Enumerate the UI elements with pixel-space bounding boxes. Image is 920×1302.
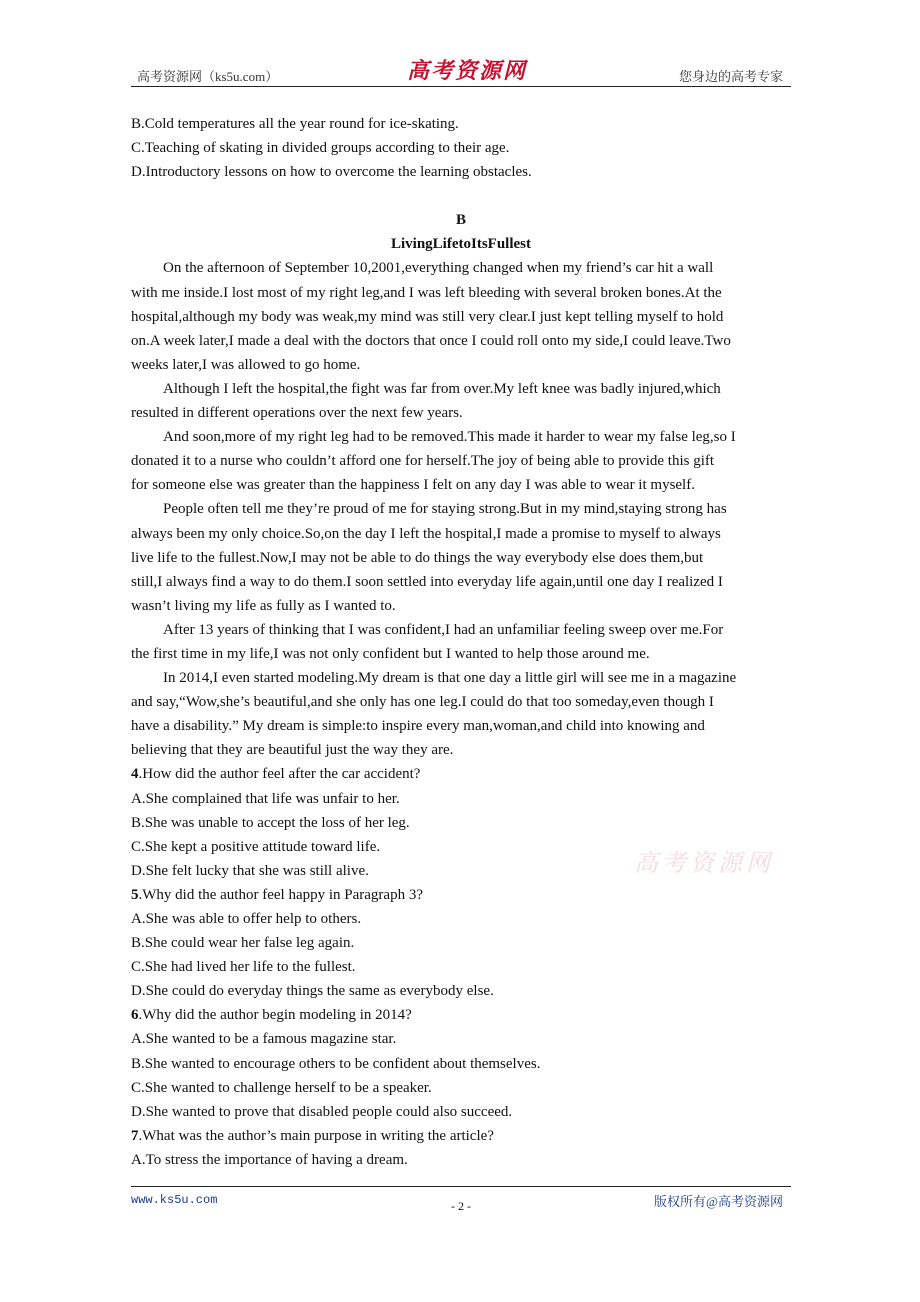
answer-option: B.She could wear her false leg again.: [131, 935, 355, 952]
option-line: D.Introductory lessons on how to overcome the learning obstacles.: [131, 164, 532, 181]
passage-line: After 13 years of thinking that I was confident,I had an unfamiliar feeling sweep over me.For: [163, 621, 724, 638]
passage-line: Although I left the hospital,the fight was far from over.My left knee was badly injured,which: [163, 380, 721, 397]
option-line: C.Teaching of skating in divided groups according to their age.: [131, 140, 510, 157]
answer-option: C.She kept a positive attitude toward life.: [131, 838, 381, 855]
page-footer: [131, 1186, 791, 1227]
passage-line: believing that they are beautiful just the way they are.: [131, 742, 454, 759]
section-letter: B: [455, 212, 466, 229]
option-line: B.Cold temperatures all the year round for ice-skating.: [131, 116, 459, 132]
answer-option: A.She was able to offer help to others.: [131, 911, 362, 927]
passage-line: the first time in my life,I was not only confident but I wanted to help those around me.: [131, 645, 650, 662]
passage-line: In 2014,I even started modeling.My dream is that one day a little girl will see me in a magazine: [163, 670, 737, 687]
passage-line: still,I always find a way to do them.I soon settled into everyday life again,until one day I realized I: [131, 573, 723, 590]
question-list: [131, 762, 791, 1172]
question-number: 4: [131, 766, 139, 783]
answer-option: A.She wanted to be a famous magazine star.: [131, 1031, 397, 1048]
answer-option: A.To stress the importance of having a dream.: [131, 1151, 408, 1168]
answer-option: D.She could do everyday things the same as everybody else.: [131, 983, 494, 1000]
passage-line: and say,“Wow,she’s beautiful,and she only has one leg.I could do that too someday,even though I: [131, 694, 714, 711]
page-header: [131, 56, 791, 87]
passage-line: always been my only choice.So,on the day I left the hospital,I made a promise to myself to always: [131, 525, 721, 542]
question-text: .Why did the author begin modeling in 2014?: [138, 1007, 412, 1024]
question-number: 5: [131, 886, 139, 903]
passage-line: resulted in different operations over the next few years.: [131, 405, 463, 422]
passage-line: with me inside.I lost most of my right leg,and I was left bleeding with several broken bones.At the: [131, 284, 722, 301]
answer-option: B.She was unable to accept the loss of her leg.: [131, 814, 410, 831]
question-stem: [131, 1124, 791, 1148]
footer-copyright: 版权所有@高考资源网: [654, 1194, 783, 1209]
answer-option: D.She felt lucky that she was still alive.: [131, 862, 369, 879]
passage-line: And soon,more of my right leg had to be removed.This made it harder to wear my false leg,so I: [163, 429, 736, 446]
header-site-name: 高考资源网（ks5u.com）: [137, 69, 279, 84]
passage-line: for someone else was greater than the happiness I felt on any day I was able to wear it myself.: [131, 477, 695, 494]
question-stem: [131, 762, 791, 786]
previous-question-options: [131, 112, 791, 184]
document-body: [131, 112, 791, 1172]
answer-option: A.She complained that life was unfair to her.: [131, 790, 400, 807]
page-number: - 2 -: [451, 1199, 471, 1213]
header-logo: 高考资源网: [407, 58, 528, 84]
answer-option: C.She had lived her life to the fullest.: [131, 959, 356, 976]
passage-line: People often tell me they’re proud of me for staying strong.But in my mind,staying strong has: [163, 501, 727, 518]
question-number: 7: [131, 1127, 139, 1144]
passage-line: donated it to a nurse who couldn’t afford one for herself.The joy of being able to provide this gift: [131, 453, 715, 470]
question-stem: [131, 1003, 791, 1027]
question-number: 6: [131, 1007, 139, 1024]
footer-url[interactable]: www.ks5u.com: [131, 1193, 218, 1207]
passage-line: weeks later,I was allowed to go home.: [131, 356, 361, 373]
passage-line: have a disability.” My dream is simple:to inspire every man,woman,and child into knowing and: [131, 718, 705, 735]
question-stem: [131, 883, 791, 907]
passage-line: On the afternoon of September 10,2001,everything changed when my friend’s car hit a wall: [163, 260, 714, 277]
passage-line: wasn’t living my life as fully as I wanted to.: [131, 597, 396, 614]
question-text: .What was the author’s main purpose in writing the article?: [138, 1127, 494, 1144]
passage-line: live life to the fullest.Now,I may not be able to do things the way everybody else does them,but: [131, 549, 704, 566]
passage-title: LivingLifetoItsFullest: [390, 236, 531, 253]
answer-option: B.She wanted to encourage others to be confident about themselves.: [131, 1055, 541, 1072]
answer-option: D.She wanted to prove that disabled people could also succeed.: [131, 1103, 513, 1120]
passage-line: on.A week later,I made a deal with the doctors that once I could roll onto my side,I could leave.Two: [131, 332, 731, 349]
question-text: .Why did the author feel happy in Paragraph 3?: [138, 886, 423, 903]
header-slogan: 您身边的高考专家: [678, 69, 783, 84]
question-text: .How did the author feel after the car accident?: [138, 766, 421, 783]
passage-line: hospital,although my body was weak,my mind was still very clear.I just kept telling myself to hold: [131, 308, 724, 325]
passage-text: [131, 256, 791, 762]
answer-option: C.She wanted to challenge herself to be a speaker.: [131, 1079, 432, 1096]
watermark-logo: 高考资源网: [634, 849, 774, 877]
